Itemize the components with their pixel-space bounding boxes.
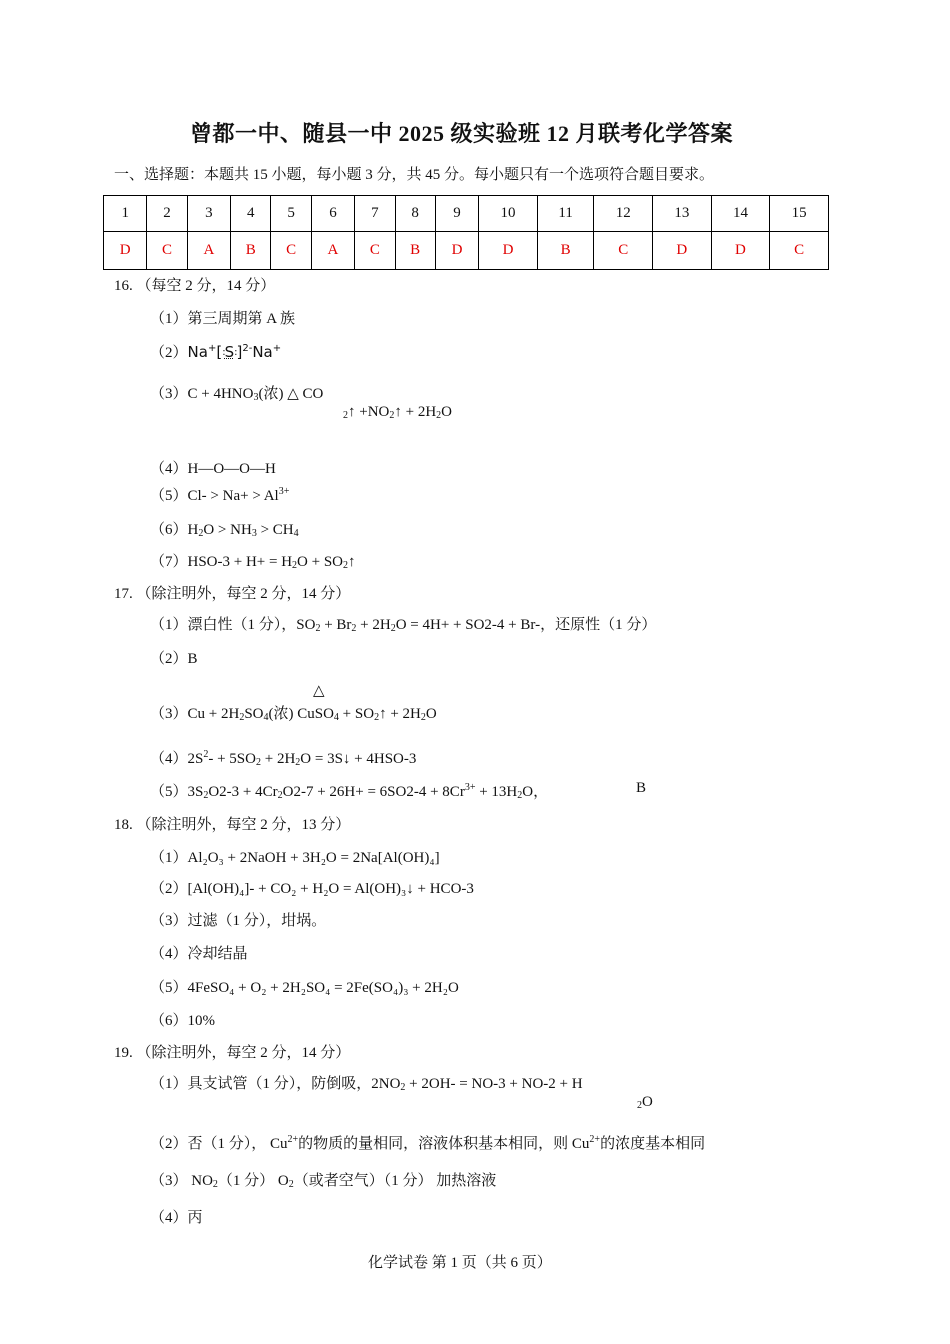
answer-cell: C — [271, 232, 311, 270]
table-cell: 13 — [653, 196, 712, 232]
q16-answer-4: （4）H—O—O—H — [150, 461, 276, 477]
page-title: 曾都一中、随县一中 2025 级实验班 12 月联考化学答案 — [190, 121, 734, 146]
answer-label: （2） — [150, 345, 188, 361]
q19-answer-4: （4）丙 — [150, 1210, 203, 1226]
sodium-symbol: Na — [252, 343, 273, 361]
q17-answer-5-choice: B — [636, 780, 647, 796]
q18-answer-6: （6）10% — [150, 1013, 215, 1029]
answer-cell: B — [231, 232, 271, 270]
q18-header: 18. （除注明外，每空 2 分，13 分） — [114, 817, 351, 833]
answer-cell: D — [104, 232, 147, 270]
answer-cell: C — [147, 232, 187, 270]
answer-cell: C — [355, 232, 395, 270]
answer-cell: B — [537, 232, 594, 270]
q16-answer-5: $(5)Cl- > Na+ > Al^{3+}$ — [150, 486, 290, 504]
q17-answer-3: $(3)Cu + 2H_2SO_4$(浓) CuSO$_4$ + $SO_2↑ + 2H_2O$ — [150, 706, 437, 723]
answer-cell: D — [711, 232, 770, 270]
answer-cell: D — [435, 232, 478, 270]
table-cell: 5 — [271, 196, 311, 232]
q18-answer-3: （3）过滤（1 分），坩埚。 — [150, 913, 327, 929]
answer-cell: B — [395, 232, 435, 270]
table-cell: 15 — [770, 196, 829, 232]
table-cell: 12 — [594, 196, 653, 232]
sodium-symbol: Na — [187, 343, 208, 361]
q18-answer-1: （1）Al₂O₃ + 2NaOH + 3H₂O = 2Na[Al(OH)₄] — [150, 850, 440, 866]
answer-table — [103, 195, 829, 270]
q18-answer-5: （5）4FeSO₄ + O₂ + 2H₂SO₄ = 2Fe(SO₄)₃ + 2H₂O — [150, 980, 459, 996]
sulfur-symbol: S — [224, 343, 235, 361]
table-cell: 1 — [104, 196, 147, 232]
q16-header: 16. （每空 2 分，14 分） — [114, 278, 276, 294]
answer-cell: C — [770, 232, 829, 270]
table-cell: 8 — [395, 196, 435, 232]
page-footer: 化学试卷 第 1 页（共 6 页） — [368, 1255, 552, 1271]
table-row-answers — [104, 232, 829, 270]
charge: 2- — [242, 343, 253, 354]
answer-cell: D — [653, 232, 712, 270]
q17-answer-4: $(4)2S^2- + 5SO_2 + 2H_2O$ = 3S↓ + 4HSO-3 — [150, 749, 417, 768]
q19-answer-2: （2）否（1 分）， $Cu^{2+}$的物质的量相同，溶液体积基本相同，则 $Cu^{2+}$的浓度基本相同 — [150, 1134, 706, 1152]
answer-cell: D — [479, 232, 538, 270]
table-row-numbers — [104, 196, 829, 232]
table-cell: 9 — [435, 196, 478, 232]
q16-answer-3: $(3)C + 4HNO_3$(浓) △ CO — [150, 386, 324, 403]
q17-answer-2: （2）B — [150, 651, 198, 667]
q16-answer-2 — [150, 341, 281, 362]
q18-answer-4: （4）冷却结晶 — [150, 946, 248, 962]
q19-answer-1: （1）具支试管（1 分），防倒吸，$2NO_2 + 2OH- = NO-3 + NO-2 + H$ — [150, 1076, 583, 1093]
q16-answer-3-cont: $_2$↑ $+NO_2↑ + 2H_2O$ — [343, 404, 453, 421]
electron-formula: Na+[:S:]$^{2-}$Na+ — [187, 343, 282, 361]
section-heading: 一、选择题：本题共 15 小题，每小题 3 分，共 45 分。每小题只有一个选项符合题目要求。 — [114, 167, 715, 183]
table-cell: 2 — [147, 196, 187, 232]
q19-answer-1-cont: $_2$O — [637, 1094, 653, 1111]
q18-answer-2: （2）[Al(OH)₄]- + CO₂ + H₂O = Al(OH)₃↓ + HCO-3 — [150, 881, 474, 897]
q16-answer-7: $(7)HSO-3 + H+ = H_2O$ + $SO_2↑$ — [150, 554, 356, 571]
q17-answer-1: （1）漂白性（1 分），$SO_2 + Br_2 + 2H_2O = 4H+ + SO2-4 + Br-$，还原性（1 分） — [150, 617, 657, 634]
table-cell: 10 — [479, 196, 538, 232]
heat-symbol: △ — [313, 683, 325, 699]
table-cell: 14 — [711, 196, 770, 232]
q16-answer-6: $(6)H_2O > NH_3 > CH_4$ — [150, 522, 299, 539]
q17-header: 17. （除注明外，每空 2 分，14 分） — [114, 586, 351, 602]
answer-cell: C — [594, 232, 653, 270]
table-cell: 4 — [231, 196, 271, 232]
table-cell: 11 — [537, 196, 594, 232]
q17-answer-5: $(5)3S_2O2-3 + 4Cr_2O2-7 + 26H+ = 6SO2-4 + 8Cr^{3+} + 13H_2O$， — [150, 782, 549, 801]
answer-cell: A — [187, 232, 230, 270]
answer-cell: A — [311, 232, 354, 270]
table-cell: 6 — [311, 196, 354, 232]
q19-answer-3: （3） $NO_2(1$ 分） $O_2$（或者空气）（1 分） 加热溶液 — [150, 1173, 497, 1190]
table-cell: 3 — [187, 196, 230, 232]
table-cell: 7 — [355, 196, 395, 232]
q16-answer-1: （1）第三周期第 A 族 — [150, 311, 296, 327]
q19-header: 19. （除注明外，每空 2 分，14 分） — [114, 1045, 351, 1061]
